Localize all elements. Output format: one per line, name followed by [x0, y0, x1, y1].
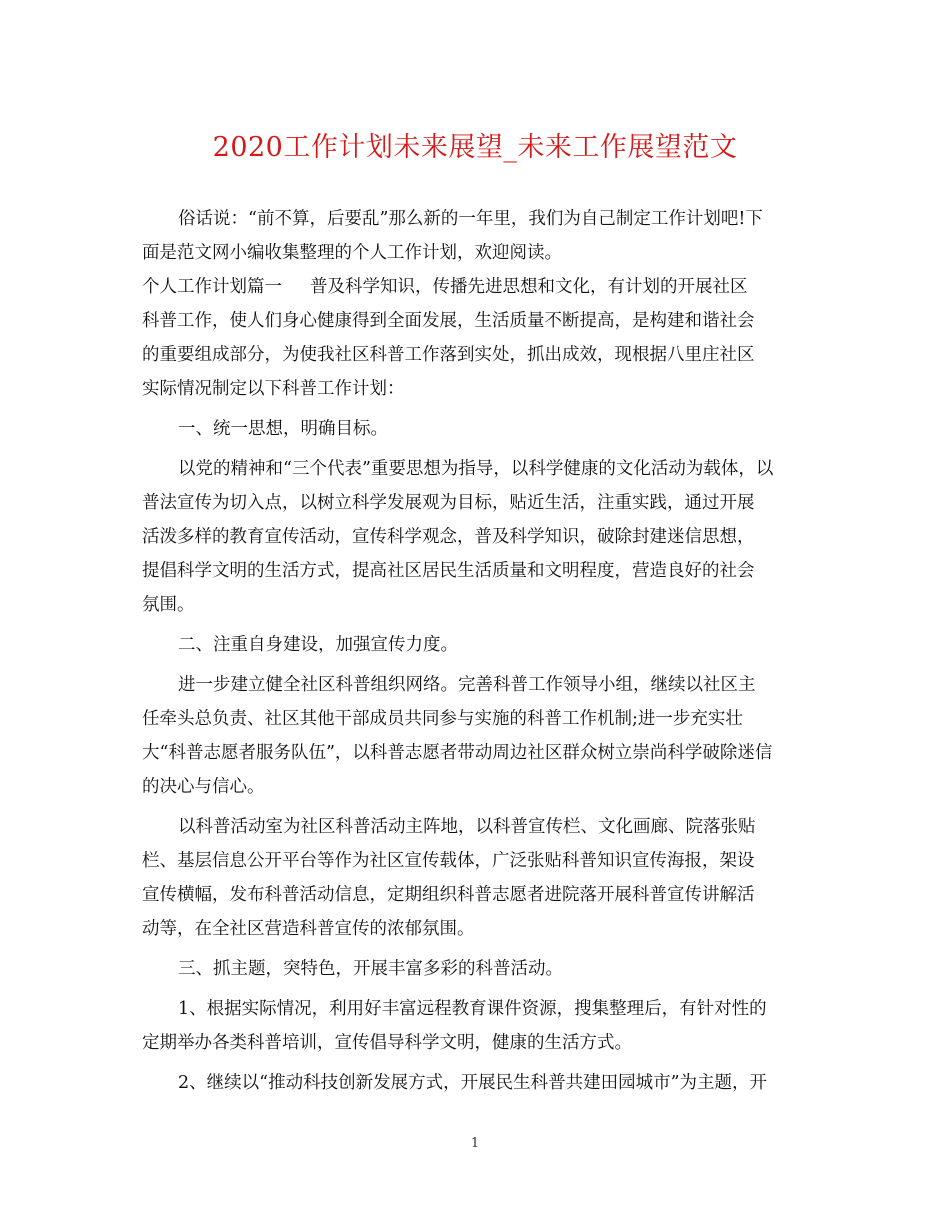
paragraph-line: 的决心与信心。 [142, 777, 265, 797]
paragraph-line: 1、根据实际情况，利用好丰富远程教育课件资源，搜集整理后，有针对性的 [178, 999, 767, 1019]
paragraph-line: 2、继续以“推动科技创新发展方式，开展民生科普共建田园城市”为主题，开 [178, 1073, 768, 1093]
paragraph-line: 宣传横幅，发布科普活动信息，定期组织科普志愿者进院落开展科普宣传讲解活 [142, 885, 755, 905]
paragraph-line: 氛围。 [142, 595, 195, 615]
paragraph-line: 动等，在全社区营造科普宣传的浓郁氛围。 [142, 919, 475, 939]
paragraph-line: 普法宣传为切入点，以树立科学发展观为目标，贴近生活，注重实践，通过开展 [142, 493, 755, 513]
paragraph-line: 的重要组成部分，为使我社区科普工作落到实处，抓出成效，现根据八里庄社区 [142, 345, 755, 365]
paragraph-line [142, 270, 810, 304]
paragraph-line: 大“科普志愿者服务队伍”，以科普志愿者带动周边社区群众树立崇尚科学破除迷信 [142, 743, 773, 763]
paragraph-line: 实际情况制定以下科普工作计划： [142, 379, 405, 399]
paragraph-line: 以党的精神和“三个代表”重要思想为指导，以科学健康的文化活动为载体，以 [178, 459, 774, 479]
paragraph-line: 面是范文网小编收集整理的个人工作计划，欢迎阅读。 [142, 243, 562, 263]
document-title: 2020工作计划未来展望_未来工作展望范文 [212, 132, 738, 163]
paragraph-line: 提倡科学文明的生活方式，提高社区居民生活质量和文明程度，营造良好的社会 [142, 561, 755, 581]
document-body [142, 202, 810, 1100]
page-number: 1 [470, 1136, 480, 1151]
paragraph-line: 科普工作，使人们身心健康得到全面发展，生活质量不断提高，是构建和谐社会 [142, 311, 755, 331]
section-heading: 二、注重自身建设，加强宣传力度。 [178, 635, 458, 655]
paragraph-line: 俗话说：“前不算，后要乱”那么新的一年里，我们为自己制定工作计划吧!下 [178, 209, 763, 229]
paragraph-text: 普及科学知识，传播先进思想和文化，有计划的开展社区 [310, 277, 748, 297]
paragraph-line: 任牵头总负责、社区其他干部成员共同参与实施的科普工作机制;进一步充实壮 [142, 709, 743, 729]
paragraph-line: 进一步建立健全社区科普组织网络。完善科普工作领导小组，继续以社区主 [178, 675, 756, 695]
section-heading: 一、统一思想，明确目标。 [178, 419, 388, 439]
paragraph-line: 活泼多样的教育宣传活动，宣传科学观念，普及科学知识，破除封建迷信思想， [142, 527, 755, 547]
section-heading: 三、抓主题，突特色，开展丰富多彩的科普活动。 [178, 959, 563, 979]
paragraph-line: 栏、基层信息公开平台等作为社区宣传载体，广泛张贴科普知识宣传海报，架设 [142, 851, 755, 871]
paragraph-line: 定期举办各类科普培训，宣传倡导科学文明，健康的生活方式。 [142, 1033, 632, 1053]
paragraph-line: 以科普活动室为社区科普活动主阵地，以科普宣传栏、文化画廊、院落张贴 [178, 817, 756, 837]
section-label: 个人工作计划篇一 [142, 277, 282, 297]
